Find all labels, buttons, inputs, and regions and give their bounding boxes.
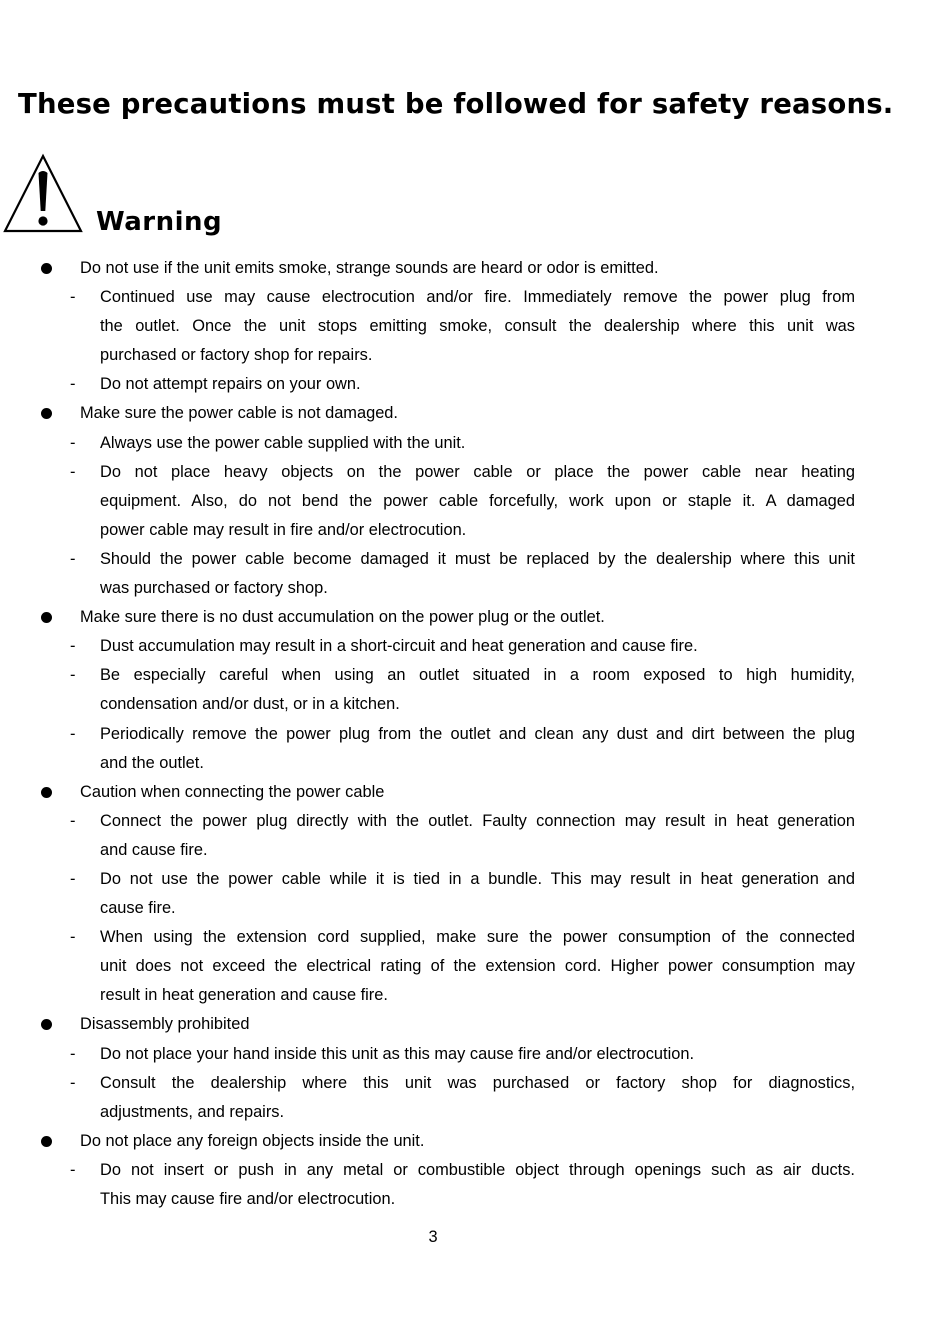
- list-item-text: Connect the power plug directly with the outlet. Faulty connection may result in heat generation: [100, 811, 855, 830]
- list-item-text: cause fire.: [100, 899, 176, 918]
- dash-marker: -: [70, 433, 76, 452]
- section-heading: [0, 1127, 950, 1156]
- list-item-line: [0, 807, 950, 836]
- dash-marker: -: [70, 637, 76, 656]
- list-item-line: [0, 370, 950, 399]
- section-heading: [0, 399, 950, 428]
- list-item-text: Continued use may cause electrocution and/or fire. Immediately remove the power plug from: [100, 288, 855, 307]
- list-item-line: [0, 487, 950, 516]
- dash-marker: -: [70, 811, 76, 830]
- list-item-text: condensation and/or dust, or in a kitchen.: [100, 695, 400, 714]
- precautions-list: [0, 254, 950, 1214]
- dash-marker: -: [70, 549, 76, 568]
- list-item-text: the outlet. Once the unit stops emitting smoke, consult the dealership where this unit was: [100, 317, 855, 336]
- section-heading-text: Disassembly prohibited: [80, 1015, 250, 1034]
- list-item-line: [0, 283, 950, 312]
- section-heading: [0, 603, 950, 632]
- list-item-line: [0, 720, 950, 749]
- bullet-icon: [41, 787, 52, 798]
- section-heading: [0, 254, 950, 283]
- list-item-text: equipment. Also, do not bend the power cable forcefully, work upon or staple it. A damaged: [100, 491, 855, 510]
- page-number: 3: [428, 1228, 438, 1246]
- list-item-line: [0, 981, 950, 1010]
- list-item-line: [0, 923, 950, 952]
- list-item-text: Do not insert or push in any metal or combustible object through openings such as air ducts.: [100, 1160, 855, 1179]
- bullet-icon: [41, 408, 52, 419]
- dash-marker: -: [70, 724, 76, 743]
- bullet-icon: [41, 1136, 52, 1147]
- list-item-text: was purchased or factory shop.: [100, 579, 328, 598]
- list-item-text: Dust accumulation may result in a short-circuit and heat generation and cause fire.: [100, 637, 698, 656]
- warning-triangle-icon: [2, 153, 84, 235]
- list-item-text: Do not use the power cable while it is tied in a bundle. This may result in heat generation and: [100, 869, 855, 888]
- list-item-line: [0, 574, 950, 603]
- list-item-line: [0, 429, 950, 458]
- page-title: These precautions must be followed for safety reasons.: [18, 88, 894, 120]
- list-item-line: [0, 865, 950, 894]
- section-heading-text: Make sure there is no dust accumulation on the power plug or the outlet.: [80, 608, 605, 627]
- dash-marker: -: [70, 1160, 76, 1179]
- list-item-line: [0, 1156, 950, 1185]
- list-item-text: Be especially careful when using an outlet situated in a room exposed to high humidity,: [100, 666, 855, 685]
- list-item-line: [0, 952, 950, 981]
- list-item-text: When using the extension cord supplied, make sure the power consumption of the connected: [100, 928, 855, 947]
- dash-marker: -: [70, 666, 76, 685]
- list-item-text: Consult the dealership where this unit was purchased or factory shop for diagnostics,: [100, 1073, 855, 1092]
- bullet-icon: [41, 263, 52, 274]
- dash-marker: -: [70, 1073, 76, 1092]
- list-item-line: [0, 749, 950, 778]
- dash-marker: -: [70, 869, 76, 888]
- section-heading-text: Caution when connecting the power cable: [80, 782, 385, 801]
- list-item-line: [0, 341, 950, 370]
- list-item-line: [0, 836, 950, 865]
- bullet-icon: [41, 612, 52, 623]
- list-item-text: and cause fire.: [100, 840, 208, 859]
- section-heading-text: Do not use if the unit emits smoke, strange sounds are heard or odor is emitted.: [80, 259, 659, 277]
- bullet-icon: [41, 1019, 52, 1030]
- list-item-text: power cable may result in fire and/or electrocution.: [100, 520, 467, 539]
- list-item-line: [0, 894, 950, 923]
- list-item-line: [0, 545, 950, 574]
- dash-marker: -: [70, 462, 76, 481]
- list-item-text: result in heat generation and cause fire.: [100, 986, 388, 1005]
- list-item-text: Periodically remove the power plug from the outlet and clean any dust and dirt between the plug: [100, 724, 855, 743]
- warning-heading: Warning: [96, 207, 223, 237]
- dash-marker: -: [70, 375, 76, 394]
- list-item-line: [0, 1098, 950, 1127]
- list-item-text: Do not place your hand inside this unit as this may cause fire and/or electrocution.: [100, 1044, 695, 1063]
- section-heading-text: Do not place any foreign objects inside the unit.: [80, 1131, 425, 1150]
- list-item-text: Should the power cable become damaged it must be replaced by the dealership where this unit: [100, 549, 855, 568]
- list-item-text: This may cause fire and/or electrocution.: [100, 1190, 396, 1208]
- dash-marker: -: [70, 1044, 76, 1063]
- list-item-text: adjustments, and repairs.: [100, 1102, 285, 1121]
- list-item-line: [0, 1069, 950, 1098]
- list-item-line: [0, 1185, 950, 1214]
- section-heading-text: Make sure the power cable is not damaged.: [80, 404, 398, 423]
- list-item-line: [0, 632, 950, 661]
- list-item-text: purchased or factory shop for repairs.: [100, 346, 373, 365]
- list-item-text: Do not attempt repairs on your own.: [100, 375, 361, 394]
- list-item-line: [0, 516, 950, 545]
- list-item-line: [0, 690, 950, 719]
- list-item-line: [0, 312, 950, 341]
- list-item-text: Do not place heavy objects on the power cable or place the power cable near heating: [100, 462, 855, 481]
- list-item-line: [0, 661, 950, 690]
- list-item-text: and the outlet.: [100, 753, 204, 772]
- dash-marker: -: [70, 928, 76, 947]
- dash-marker: -: [70, 288, 76, 307]
- section-heading: [0, 1010, 950, 1039]
- list-item-text: Always use the power cable supplied with the unit.: [100, 433, 466, 452]
- list-item-text: unit does not exceed the electrical rating of the extension cord. Higher power consumption may: [100, 957, 855, 976]
- list-item-line: [0, 458, 950, 487]
- list-item-line: [0, 1040, 950, 1069]
- section-heading: [0, 778, 950, 807]
